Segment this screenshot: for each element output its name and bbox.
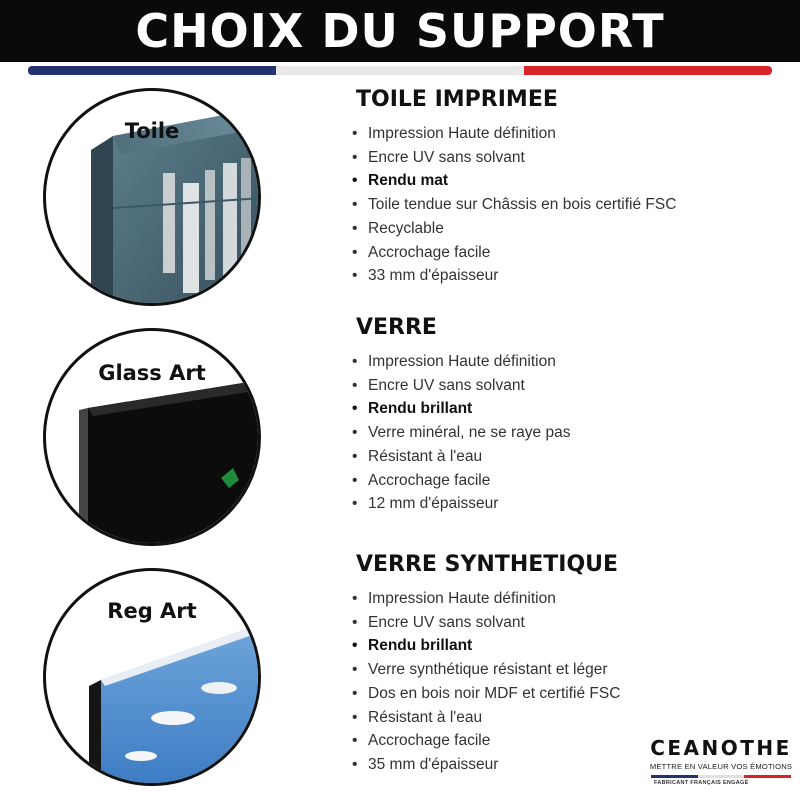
list-item: • Dos en bois noir MDF et certifié FSC: [352, 684, 621, 702]
list-item: • Rendu brillant: [352, 400, 473, 418]
card-label: Toile: [124, 119, 180, 143]
list-item: • Toile tendue sur Châssis en bois certifié FSC: [352, 196, 677, 214]
list-item: • Résistant à l'eau: [352, 447, 483, 465]
list-item: • Accrochage facile: [352, 732, 491, 750]
list-item: • Impression Haute définition: [352, 125, 556, 142]
page-title: CHOIX DU SUPPORT: [135, 4, 665, 58]
list-item: • Encre UV sans solvant: [352, 613, 525, 631]
section-title: VERRE: [356, 315, 437, 340]
card-label: Glass Art: [98, 361, 206, 385]
card-reg-art: [43, 568, 261, 786]
list-item: • Accrochage facile: [352, 471, 491, 489]
list-item: • Recyclable: [352, 219, 444, 237]
flag-white-stripe: [276, 66, 524, 75]
list-item: • 35 mm d'épaisseur: [352, 755, 499, 773]
list-item: • 33 mm d'épaisseur: [352, 267, 499, 285]
brand-badge: FABRICANT FRANÇAIS ENGAGÉ: [654, 780, 749, 786]
list-item: • Accrochage facile: [352, 243, 491, 261]
section-title: VERRE SYNTHETIQUE: [356, 552, 619, 577]
list-item: • Rendu mat: [352, 172, 449, 190]
card-glass-art: [43, 328, 261, 546]
section-verre: [350, 315, 790, 516]
list-item: • Résistant à l'eau: [352, 708, 483, 726]
section-toile-imprimee: [350, 87, 790, 288]
brand-tagline: METTRE EN VALEUR VOS ÉMOTIONS: [649, 762, 793, 771]
card-label: Reg Art: [107, 599, 197, 623]
list-item: • 12 mm d'épaisseur: [352, 495, 499, 513]
list-item: • Rendu brillant: [352, 637, 473, 655]
list-item: • Verre synthétique résistant et léger: [352, 661, 608, 679]
list-item: • Encre UV sans solvant: [352, 376, 525, 394]
card-toile: [43, 88, 261, 306]
section-title: TOILE IMPRIMEE: [356, 87, 558, 112]
flag-red-stripe: [524, 66, 772, 75]
feature-list: [350, 350, 790, 516]
flag-blue-stripe: [28, 66, 276, 75]
brand-name: CEANOTHE: [650, 736, 792, 760]
list-item: • Impression Haute définition: [352, 590, 556, 607]
french-flag-bar: [28, 66, 772, 75]
brand-logo: [648, 736, 794, 786]
list-item: • Encre UV sans solvant: [352, 148, 525, 166]
list-item: • Verre minéral, ne se raye pas: [352, 424, 571, 442]
feature-list: [350, 122, 790, 288]
header-banner: [0, 0, 800, 62]
list-item: • Impression Haute définition: [352, 353, 556, 370]
brand-flag-icon: [651, 775, 791, 778]
